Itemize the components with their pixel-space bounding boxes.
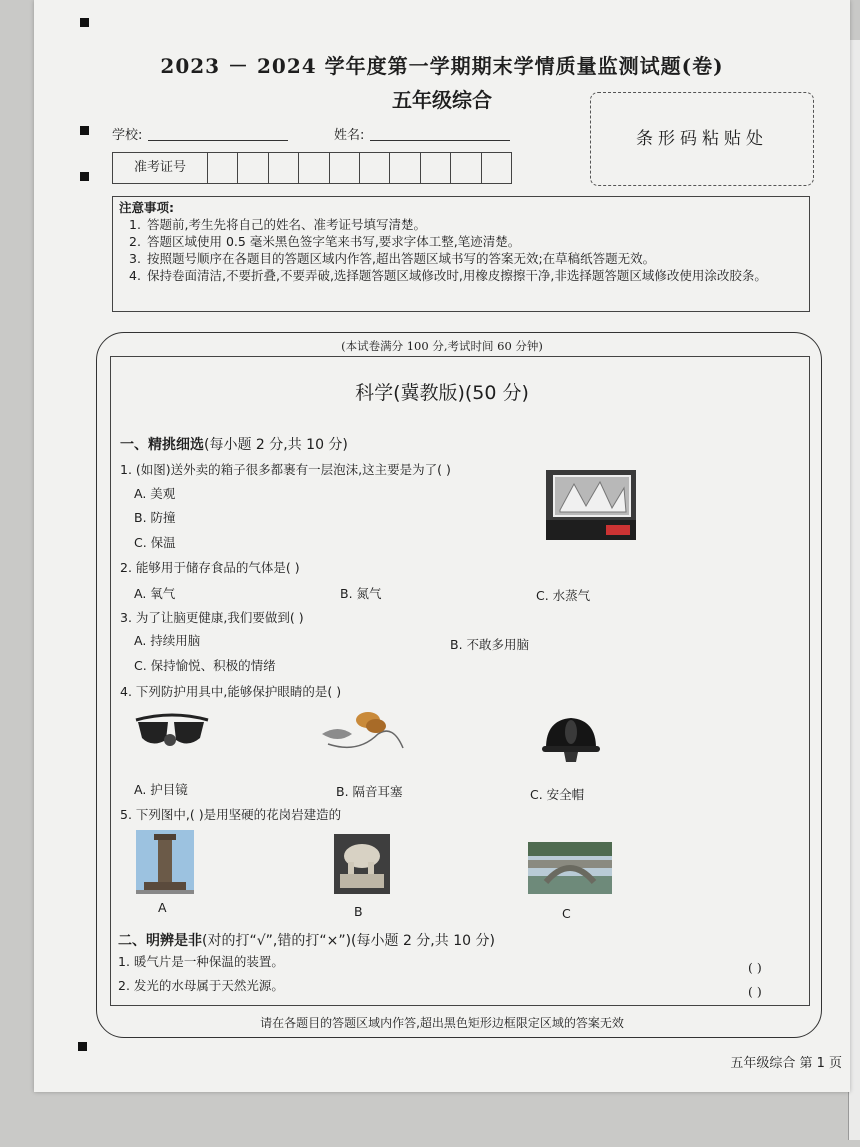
earplugs-image: [318, 704, 408, 758]
exam-title: 2023 － 2024 学年度第一学期期末学情质量监测试题(卷): [160, 54, 724, 78]
barcode-area: 条形码粘贴处: [590, 92, 814, 186]
q3-option-b[interactable]: B. 不敢多用脑: [450, 637, 530, 652]
exam-page: [34, 0, 850, 1092]
registration-mark: [80, 18, 89, 27]
q5-option-a[interactable]: A: [158, 900, 167, 915]
judgement-1: 1. 暖气片是一种保温的装置。: [118, 954, 284, 969]
section2-heading: 二、明辨是非(对的打“√”,错的打“×”)(每小题 2 分,共 10 分): [118, 933, 495, 949]
exam-id-cell[interactable]: [330, 153, 360, 183]
exam-id-cell[interactable]: [269, 153, 299, 183]
q4-option-a[interactable]: A. 护目镜: [134, 782, 188, 797]
page-footer: 五年级综合 第 1 页: [730, 1056, 842, 1071]
q2-option-a[interactable]: A. 氧气: [134, 586, 176, 601]
exam-id-cell[interactable]: [299, 153, 329, 183]
school-label: 学校:: [112, 128, 143, 143]
notice-item: 4. 保持卷面清洁,不要折叠,不要弄破,选择题答题区域修改时,用橡皮擦擦干净,非选择题答题区域修改使用涂改胶条。: [129, 268, 767, 283]
exam-subtitle: 五年级综合: [392, 88, 492, 112]
exam-id-cell[interactable]: [238, 153, 268, 183]
notice-item: 1. 答题前,考生先将自己的姓名、准考证号填写清楚。: [129, 217, 426, 232]
q3-option-c[interactable]: C. 保持愉悦、积极的情绪: [134, 658, 276, 673]
name-label: 姓名:: [334, 128, 365, 143]
notice-item: 3. 按照题号顺序在各题目的答题区域内作答,超出答题区域书写的答案无效;在草稿纸答题无效。: [129, 251, 656, 266]
q4-option-b[interactable]: B. 隔音耳塞: [336, 784, 403, 799]
exam-id-grid[interactable]: [112, 152, 512, 184]
q4-option-c[interactable]: C. 安全帽: [530, 787, 585, 802]
registration-mark: [78, 1042, 87, 1051]
notice-item: 2. 答题区域使用 0.5 毫米黑色签字笔来书写,要求字体工整,笔迹清楚。: [129, 234, 521, 249]
question-2: 2. 能够用于储存食品的气体是( ): [120, 560, 300, 575]
section1-heading: 一、精挑细选(每小题 2 分,共 10 分): [120, 437, 348, 453]
exam-id-cell[interactable]: [482, 153, 511, 183]
exam-id-cell[interactable]: [208, 153, 238, 183]
stone-elephant-image: [334, 834, 390, 894]
judgement-2-answer[interactable]: ( ): [748, 984, 762, 999]
question-4: 4. 下列防护用具中,能够保护眼睛的是( ): [120, 684, 342, 699]
q1-option-b[interactable]: B. 防撞: [134, 510, 176, 525]
science-title: 科学(冀教版)(50 分): [355, 382, 529, 404]
registration-mark: [80, 172, 89, 181]
judgement-1-answer[interactable]: ( ): [748, 960, 762, 975]
q3-option-a[interactable]: A. 持续用脑: [134, 633, 201, 648]
helmet-image: [538, 712, 604, 764]
exam-note: (本试卷满分 100 分,考试时间 60 分钟): [341, 339, 543, 353]
notice-title: 注意事项:: [119, 200, 174, 215]
exam-id-cell[interactable]: [421, 153, 451, 183]
q2-option-c[interactable]: C. 水蒸气: [536, 588, 591, 603]
stone-bridge-image: [528, 842, 612, 894]
q2-option-b[interactable]: B. 氮气: [340, 586, 382, 601]
q1-option-a[interactable]: A. 美观: [134, 486, 176, 501]
question-5: 5. 下列图中,( )是用坚硬的花岗岩建造的: [120, 807, 342, 822]
registration-mark: [80, 126, 89, 135]
notice-box: [112, 196, 810, 312]
question-3: 3. 为了让脑更健康,我们要做到( ): [120, 610, 304, 625]
monument-image: [136, 830, 194, 894]
question-1: 1. (如图)送外卖的箱子很多都裹有一层泡沫,这主要是为了( ): [120, 462, 451, 477]
exam-id-label: 准考证号: [113, 153, 208, 183]
exam-id-cell[interactable]: [390, 153, 420, 183]
judgement-2: 2. 发光的水母属于天然光源。: [118, 978, 284, 993]
school-input-line[interactable]: [148, 140, 288, 141]
q1-option-c[interactable]: C. 保温: [134, 535, 176, 550]
q5-option-c[interactable]: C: [562, 906, 571, 921]
exam-id-cell[interactable]: [360, 153, 390, 183]
name-input-line[interactable]: [370, 140, 510, 141]
answer-area-warning: 请在各题目的答题区域内作答,超出黑色矩形边框限定区域的答案无效: [260, 1016, 624, 1030]
q5-option-b[interactable]: B: [354, 904, 363, 919]
delivery-box-image: [546, 470, 636, 540]
exam-id-cell[interactable]: [451, 153, 481, 183]
goggles-image: [132, 706, 212, 756]
